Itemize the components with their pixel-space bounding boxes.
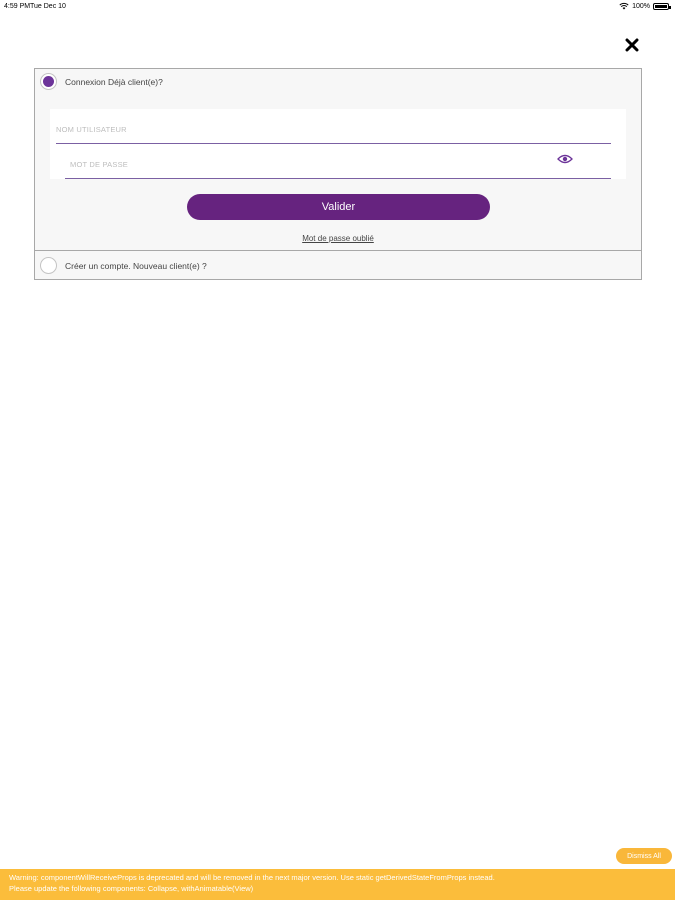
password-field[interactable] xyxy=(65,149,611,179)
section-divider xyxy=(35,250,641,251)
status-bar xyxy=(0,0,675,14)
battery-icon xyxy=(653,3,669,10)
login-form xyxy=(50,109,626,179)
wifi-icon xyxy=(619,2,629,10)
username-underline xyxy=(56,143,611,144)
login-radio[interactable] xyxy=(40,73,57,90)
warning-line-1: Warning: componentWillReceiveProps is deprecated and will be removed in the next major version. Use static getDerivedStateFromProps instead. xyxy=(9,873,495,882)
password-placeholder: MOT DE PASSE xyxy=(70,160,128,169)
login-section-label: Connexion Déjà client(e)? xyxy=(65,77,163,87)
username-input[interactable] xyxy=(56,114,615,144)
close-button[interactable] xyxy=(623,36,641,54)
username-placeholder: NOM UTILISATEUR xyxy=(56,125,127,134)
password-input[interactable] xyxy=(65,149,615,179)
login-section-header[interactable] xyxy=(35,70,641,92)
signup-section-header[interactable] xyxy=(35,254,641,276)
forgot-password-link[interactable]: Mot de passe oublié xyxy=(302,234,374,243)
validate-button[interactable]: Valider xyxy=(187,194,490,220)
username-field[interactable] xyxy=(56,114,611,144)
battery-percentage: 100% xyxy=(632,2,650,10)
status-time: 4:59 PM xyxy=(4,3,31,10)
close-icon xyxy=(623,36,641,54)
signup-section-label: Créer un compte. Nouveau client(e) ? xyxy=(65,261,207,271)
status-right xyxy=(619,2,669,10)
status-date: Tue Dec 10 xyxy=(30,3,66,10)
eye-icon[interactable] xyxy=(557,154,573,164)
signup-radio[interactable] xyxy=(40,257,57,274)
dismiss-all-button[interactable]: Dismiss All xyxy=(616,848,672,864)
warning-line-2: Please update the following components: Collapse, withAnimatable(View) xyxy=(9,883,254,893)
auth-card xyxy=(34,68,642,280)
password-underline xyxy=(65,178,611,179)
dev-warning-banner[interactable] xyxy=(0,869,675,900)
